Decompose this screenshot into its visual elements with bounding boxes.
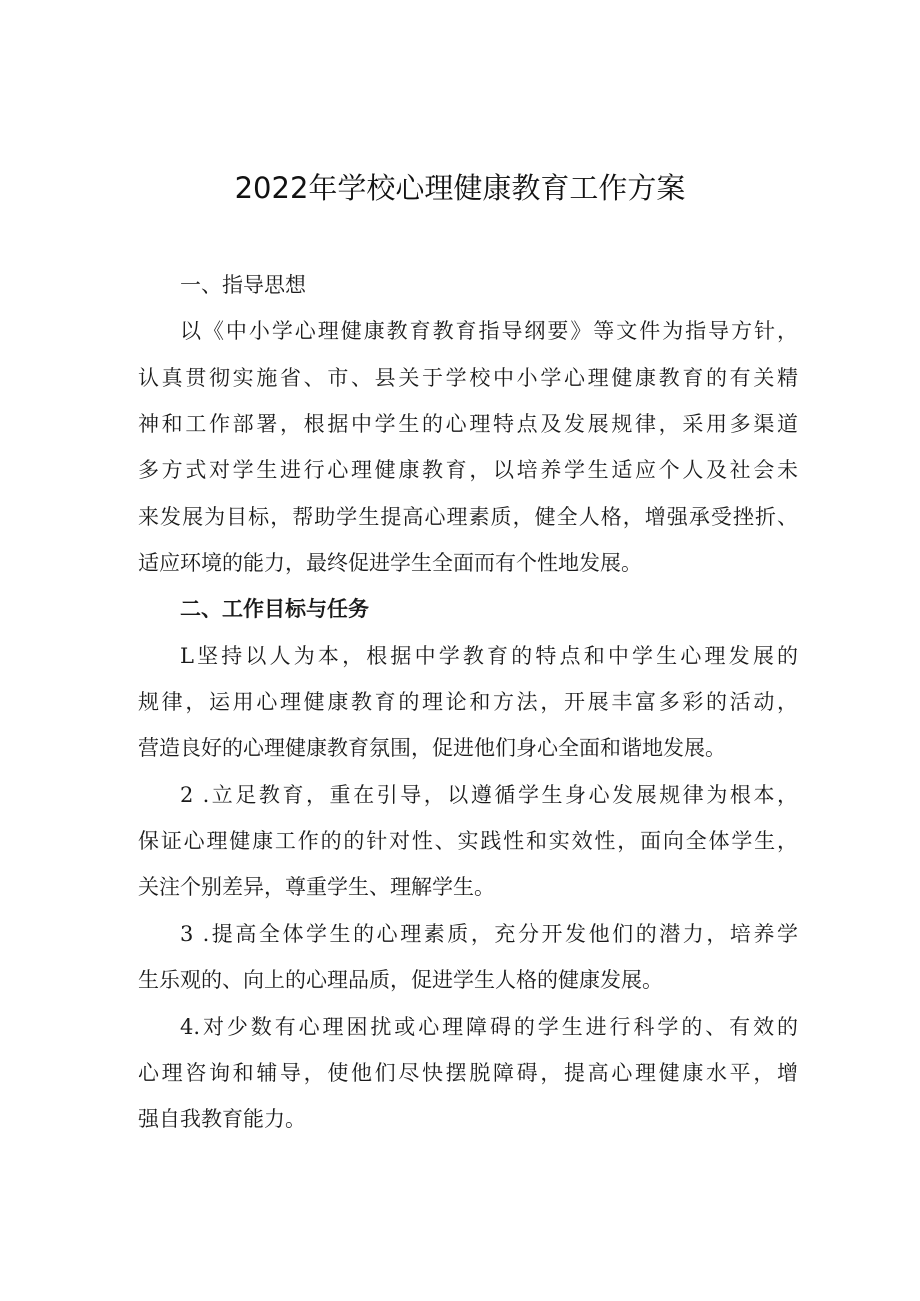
paragraph-line: 以《中小学心理健康教育教育指导纲要》等文件为指导方针， <box>180 319 798 344</box>
document-title: 2022年学校心理健康教育工作方案 <box>234 171 686 205</box>
list-item-line: 营造良好的心理健康教育氛围，促进他们身心全面和谐地发展。 <box>138 736 726 761</box>
section-heading-goals-and-tasks: 二、工作目标与任务 <box>180 597 369 622</box>
list-item-line: 3 .提高全体学生的心理素质，充分开发他们的潜力，培养学 <box>180 921 798 946</box>
list-item-line: 2 .立足教育，重在引导，以遵循学生身心发展规律为根本， <box>180 782 798 807</box>
paragraph-line: 来发展为目标，帮助学生提高心理素质，健全人格，增强承受挫折、 <box>138 504 798 529</box>
paragraph-line: 神和工作部署，根据中学生的心理特点及发展规律，采用多渠道 <box>138 412 798 437</box>
list-item-line: 规律，运用心理健康教育的理论和方法，开展丰富多彩的活动， <box>138 690 798 715</box>
list-item-line: 保证心理健康工作的的针对性、实践性和实效性，面向全体学生， <box>138 829 798 854</box>
section-heading-guiding-ideology: 一、指导思想 <box>180 273 306 297</box>
document-body <box>138 262 798 1143</box>
list-item-line: 关注个别差异，尊重学生、理解学生。 <box>138 875 495 900</box>
list-item-line: 强自我教育能力。 <box>138 1107 306 1132</box>
paragraph-line: 认真贯彻实施省、市、县关于学校中小学心理健康教育的有关精 <box>138 365 798 390</box>
list-item-line: L坚持以人为本，根据中学教育的特点和中学生心理发展的 <box>180 643 798 668</box>
paragraph-line: 多方式对学生进行心理健康教育，以培养学生适应个人及社会未 <box>138 458 798 483</box>
list-item-line: 4.对少数有心理困扰或心理障碍的学生进行科学的、有效的 <box>180 1014 798 1039</box>
paragraph-line: 适应环境的能力，最终促进学生全面而有个性地发展。 <box>138 551 642 576</box>
list-item-line: 心理咨询和辅导，使他们尽快摆脱障碍，提高心理健康水平，增 <box>138 1060 798 1085</box>
list-item-line: 生乐观的、向上的心理品质，促进学生人格的健康发展。 <box>138 968 663 993</box>
